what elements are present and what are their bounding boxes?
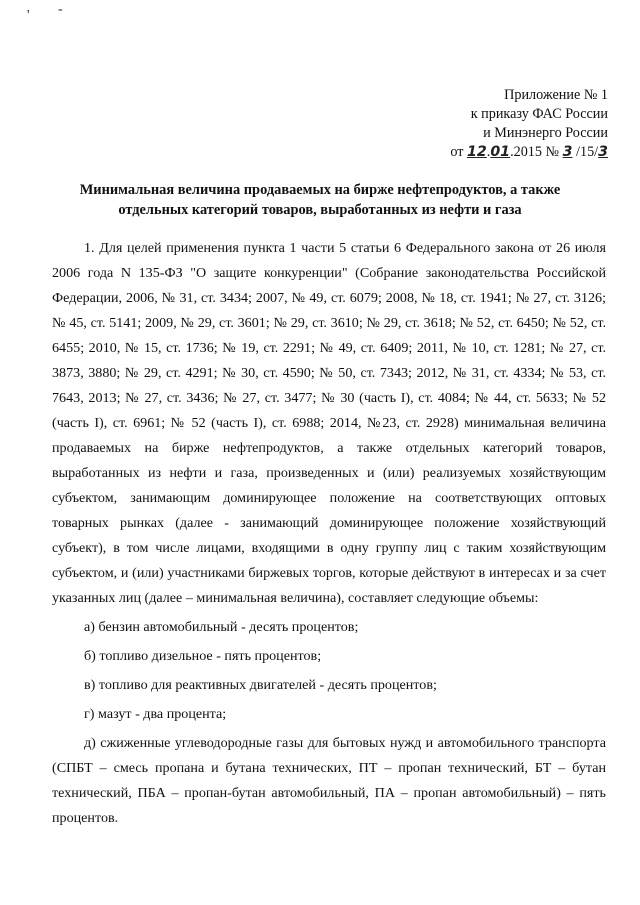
handwritten-month: 01 <box>490 144 511 160</box>
document-body <box>52 236 606 831</box>
order-minenergo: и Минэнерго России <box>483 125 608 141</box>
title-line-2: отдельных категорий товаров, выработанных из нефти и газа <box>118 202 522 218</box>
order-date-number <box>308 143 608 162</box>
handwritten-day: 12 <box>467 144 487 160</box>
title-line-1: Минимальная величина продаваемых на бирже нефтепродуктов, а также <box>79 182 561 198</box>
appendix-header <box>308 86 608 162</box>
date-year: .2015 № <box>510 144 563 160</box>
appendix-number: Приложение № 1 <box>504 87 608 103</box>
number-mid: /15/ <box>572 144 599 160</box>
scan-mark-left: ' <box>27 8 30 23</box>
list-item-b: б) топливо дизельное - пять процентов; <box>84 648 322 664</box>
handwritten-number-a: 3 <box>562 144 573 160</box>
list-item-c: в) топливо для реактивных двигателей - десять процентов; <box>84 677 437 693</box>
paragraph-1: 1. Для целей применения пункта 1 части 5 статьи 6 Федерального закона от 26 июля 2006 года N 135-ФЗ "О защите конкуренции" (Собрание законодательства Российской Федерации, 2006, № 31, ст. 3434; 2007, № 49, ст. 6079; 2008, № 18, ст. 1941; № 27, ст. 3126; № 45, ст. 5141; 2009, № 29, ст. 3601; № 29, ст. 3610; № 29, ст. 3618; № 52, ст. 6450; № 52, ст. 6455; 2010, № 15, ст. 1736; № 19, ст. 2291; № 49, ст. 6409; 2011, № 10, ст. 1281; № 27, ст. 3873, 3880; № 29, ст. 4291; № 30, ст. 4590; № 50, ст. 7343; 2012, № 31, ст. 4334; № 53, ст. 7643, 2013; № 27, ст. 3436; № 27, ст. 3477; № 30 (часть I), ст. 4084; № 44, ст. 5633; № 52 (часть I), ст. 6961; № 52 (часть I), ст. 6988; 2014, №23, ст. 2928) минимальная величина продаваемых на бирже нефтепродуктов, а также отдельных категорий товаров, выработанных из нефти и газа, произведенных и (или) реализуемых хозяйствующим субъектом, занимающим доминирующее положение на соответствующих оптовых товарных рынках (далее - занимающий доминирующее положение хозяйствующий субъект), в том числе лицами, входящими в одну группу лиц с таким хозяйствующим субъектом, и (или) участниками биржевых торгов, которые действуют в интересах и за счет указанных лиц (далее – минимальная величина), составляет следующие объемы: <box>52 240 606 606</box>
order-fas: к приказу ФАС России <box>470 106 608 122</box>
date-prefix: от <box>450 144 468 160</box>
list-item-d: г) мазут - два процента; <box>84 706 227 722</box>
list-item-e: д) сжиженные углеводородные газы для бытовых нужд и автомобильного транспорта (СПБТ – смесь пропана и бутана технических, ПТ – пропан технический, БТ – бутан технический, ПБА – пропан-бутан автомобильный, ПА – пропан автомобильный) – пять процентов. <box>52 735 606 826</box>
list-item-a: а) бензин автомобильный - десять процентов; <box>84 619 359 635</box>
scan-mark-dash: - <box>58 2 63 17</box>
handwritten-number-b: 3 <box>598 144 608 160</box>
document-title <box>40 180 600 220</box>
date-dot: . <box>486 144 491 160</box>
